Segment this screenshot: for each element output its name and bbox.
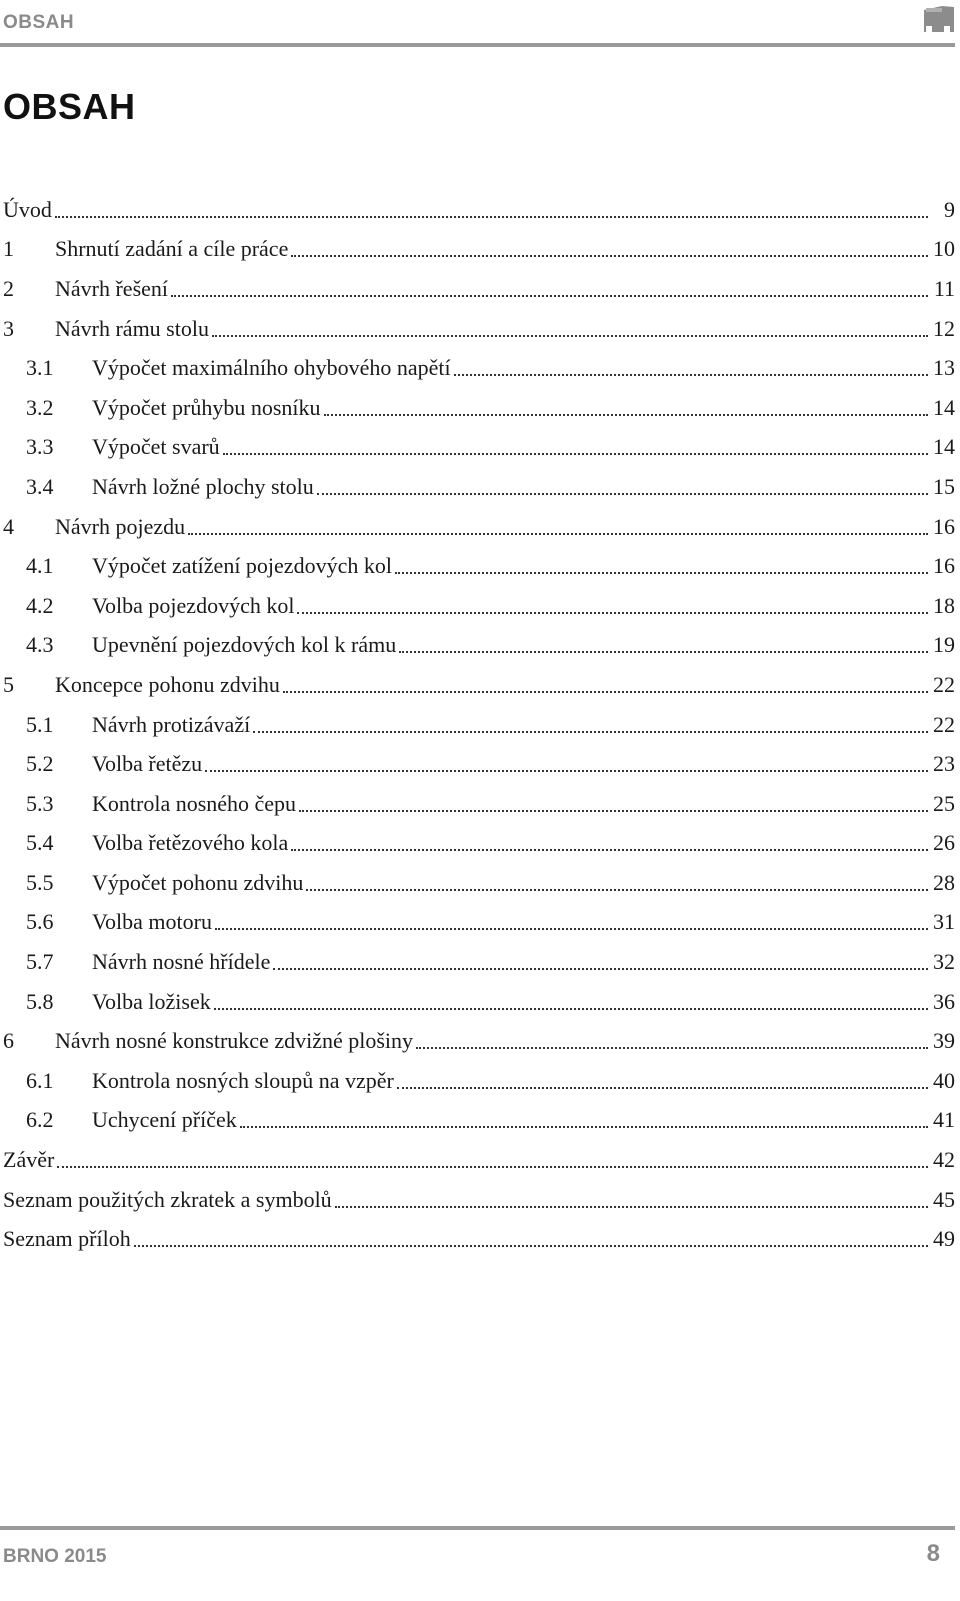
toc-entry-title: Výpočet zatížení pojezdových kol xyxy=(92,553,392,579)
toc-entry-page: 19 xyxy=(933,632,955,658)
toc-entry[interactable] xyxy=(0,626,955,666)
toc-entry-number: 4.1 xyxy=(26,553,54,579)
toc-dot-leader xyxy=(57,1166,928,1168)
toc-dot-leader xyxy=(454,374,928,376)
toc-entry[interactable] xyxy=(0,982,955,1022)
toc-entry-title: Návrh řešení xyxy=(55,275,169,301)
toc-entry-number: 2 xyxy=(3,275,14,301)
footer-page-number: 8 xyxy=(926,1540,940,1567)
toc-entry-title: Volba pojezdových kol xyxy=(92,592,295,618)
toc-entry-page: 14 xyxy=(933,394,955,420)
toc-entry-number: 5.5 xyxy=(26,869,54,895)
toc-dot-leader xyxy=(397,1087,928,1089)
toc-entry-title: Koncepce pohonu zdvihu xyxy=(55,671,280,697)
running-header xyxy=(0,0,960,48)
toc-entry-number: 4.3 xyxy=(26,632,54,658)
toc-dot-leader xyxy=(55,216,928,218)
toc-entry[interactable] xyxy=(0,546,955,586)
toc-entry-title: Volba řetězu xyxy=(92,751,203,777)
toc-entry-page: 25 xyxy=(933,790,955,816)
toc-entry-title: Kontrola nosných sloupů na vzpěr xyxy=(92,1067,394,1093)
toc-entry-number: 4.2 xyxy=(26,592,54,618)
running-header-title: OBSAH xyxy=(3,12,75,33)
toc-entry-page: 10 xyxy=(933,236,955,262)
toc-dot-leader xyxy=(317,493,928,495)
toc-entry-number: 5.1 xyxy=(26,711,54,737)
toc-entry-title: Výpočet maximálního ohybového napětí xyxy=(92,355,451,381)
header-rule xyxy=(0,43,955,47)
toc-entry[interactable] xyxy=(0,190,955,230)
toc-entry-title: Návrh pojezdu xyxy=(55,513,186,539)
toc-entry-page: 28 xyxy=(933,869,955,895)
toc-entry-page: 32 xyxy=(933,949,955,975)
toc-dot-leader xyxy=(297,612,928,614)
toc-entry-page: 36 xyxy=(933,988,955,1014)
toc-entry-title: Návrh nosné konstrukce zdvižné plošiny xyxy=(55,1028,414,1054)
toc-dot-leader xyxy=(416,1047,928,1049)
toc-entry-page: 15 xyxy=(933,473,955,499)
toc-entry[interactable] xyxy=(0,863,955,903)
toc-entry[interactable] xyxy=(0,903,955,943)
toc-entry-title: Návrh rámu stolu xyxy=(55,315,209,341)
toc-entry-page: 16 xyxy=(933,553,955,579)
toc-entry-page: 13 xyxy=(933,355,955,381)
toc-entry-number: 1 xyxy=(3,236,14,262)
toc-entry-title: Volba ložisek xyxy=(92,988,211,1014)
toc-entry-number: 3.3 xyxy=(26,434,54,460)
toc-entry-page: 9 xyxy=(944,196,955,222)
toc-entry-number: 3 xyxy=(3,315,14,341)
toc-entry-number: 6.1 xyxy=(26,1067,54,1093)
toc-entry[interactable] xyxy=(0,942,955,982)
toc-entry-number: 5.7 xyxy=(26,949,54,975)
toc-entry-page: 42 xyxy=(933,1147,955,1173)
table-of-contents xyxy=(0,190,955,1259)
toc-entry-title: Volba řetězového kola xyxy=(92,830,289,856)
toc-entry-title: Výpočet pohonu zdvihu xyxy=(92,869,304,895)
toc-dot-leader xyxy=(212,335,928,337)
toc-entry[interactable] xyxy=(0,1180,955,1220)
toc-entry[interactable] xyxy=(0,269,955,309)
toc-entry-page: 12 xyxy=(933,315,955,341)
toc-entry[interactable] xyxy=(0,1219,955,1259)
toc-entry-title: Seznam příloh xyxy=(3,1226,131,1252)
toc-entry[interactable] xyxy=(0,309,955,349)
toc-entry-number: 5.3 xyxy=(26,790,54,816)
toc-entry-page: 11 xyxy=(933,275,955,301)
toc-entry[interactable] xyxy=(0,665,955,705)
toc-entry-page: 23 xyxy=(933,751,955,777)
toc-entry[interactable] xyxy=(0,388,955,428)
brno-university-logo-icon xyxy=(922,4,956,34)
toc-entry[interactable] xyxy=(0,1061,955,1101)
toc-entry[interactable] xyxy=(0,824,955,864)
toc-entry-page: 22 xyxy=(933,711,955,737)
toc-entry-page: 16 xyxy=(933,513,955,539)
toc-entry[interactable] xyxy=(0,230,955,270)
toc-entry-page: 31 xyxy=(933,909,955,935)
toc-entry-page: 22 xyxy=(933,671,955,697)
toc-dot-leader xyxy=(283,691,928,693)
toc-entry-number: 6 xyxy=(3,1028,14,1054)
toc-entry-title: Upevnění pojezdových kol k rámu xyxy=(92,632,397,658)
toc-entry-title: Kontrola nosného čepu xyxy=(92,790,297,816)
footer-rule xyxy=(0,1526,955,1530)
toc-dot-leader xyxy=(291,849,928,851)
toc-dot-leader xyxy=(399,651,928,653)
toc-dot-leader xyxy=(253,731,928,733)
toc-entry-title: Návrh nosné hřídele xyxy=(92,949,271,975)
toc-entry-number: 5.4 xyxy=(26,830,54,856)
toc-entry[interactable] xyxy=(0,784,955,824)
page-title: OBSAH xyxy=(3,86,136,127)
toc-entry-title: Výpočet svarů xyxy=(92,434,220,460)
toc-dot-leader xyxy=(215,928,928,930)
toc-entry-page: 40 xyxy=(933,1067,955,1093)
toc-dot-leader xyxy=(205,770,928,772)
toc-entry[interactable] xyxy=(0,1101,955,1141)
toc-dot-leader xyxy=(395,572,928,574)
toc-entry[interactable] xyxy=(0,1140,955,1180)
toc-entry[interactable] xyxy=(0,586,955,626)
toc-entry-title: Seznam použitých zkratek a symbolů xyxy=(3,1186,332,1212)
toc-entry-title: Návrh ložné plochy stolu xyxy=(92,473,314,499)
toc-entry-number: 5.8 xyxy=(26,988,54,1014)
toc-entry-page: 26 xyxy=(933,830,955,856)
toc-entry[interactable] xyxy=(0,1021,955,1061)
toc-entry-page: 14 xyxy=(933,434,955,460)
toc-entry-page: 39 xyxy=(933,1028,955,1054)
toc-dot-leader xyxy=(291,255,928,257)
toc-dot-leader xyxy=(324,414,928,416)
toc-dot-leader xyxy=(134,1245,928,1247)
toc-entry[interactable] xyxy=(0,705,955,745)
toc-dot-leader xyxy=(240,1126,928,1128)
toc-dot-leader xyxy=(171,295,928,297)
toc-entry-page: 45 xyxy=(933,1186,955,1212)
toc-entry[interactable] xyxy=(0,507,955,547)
toc-entry-page: 18 xyxy=(933,592,955,618)
toc-entry-title: Shrnutí zadání a cíle práce xyxy=(55,236,289,262)
toc-entry-number: 5.6 xyxy=(26,909,54,935)
toc-entry-number: 4 xyxy=(3,513,14,539)
toc-entry-number: 3.1 xyxy=(26,355,54,381)
toc-dot-leader xyxy=(214,1008,928,1010)
toc-entry[interactable] xyxy=(0,348,955,388)
toc-dot-leader xyxy=(306,889,928,891)
toc-dot-leader xyxy=(335,1206,928,1208)
toc-entry-title: Volba motoru xyxy=(92,909,212,935)
toc-entry-number: 6.2 xyxy=(26,1107,54,1133)
toc-entry-title: Návrh protizávaží xyxy=(92,711,251,737)
toc-entry[interactable] xyxy=(0,744,955,784)
toc-dot-leader xyxy=(223,453,928,455)
toc-dot-leader xyxy=(188,533,928,535)
toc-entry-title: Výpočet průhybu nosníku xyxy=(92,394,321,420)
toc-entry-title: Uchycení příček xyxy=(92,1107,237,1133)
toc-entry-number: 5 xyxy=(3,671,14,697)
toc-entry-title: Úvod xyxy=(3,196,52,222)
toc-entry-number: 5.2 xyxy=(26,751,54,777)
toc-entry-page: 49 xyxy=(933,1226,955,1252)
toc-dot-leader xyxy=(299,810,928,812)
toc-entry-number: 3.2 xyxy=(26,394,54,420)
toc-entry-number: 3.4 xyxy=(26,473,54,499)
toc-entry-title: Závěr xyxy=(3,1147,55,1173)
toc-dot-leader xyxy=(273,968,928,970)
toc-entry-page: 41 xyxy=(933,1107,955,1133)
toc-entry[interactable] xyxy=(0,428,955,468)
toc-entry[interactable] xyxy=(0,467,955,507)
footer-location-year: BRNO 2015 xyxy=(3,1546,107,1567)
